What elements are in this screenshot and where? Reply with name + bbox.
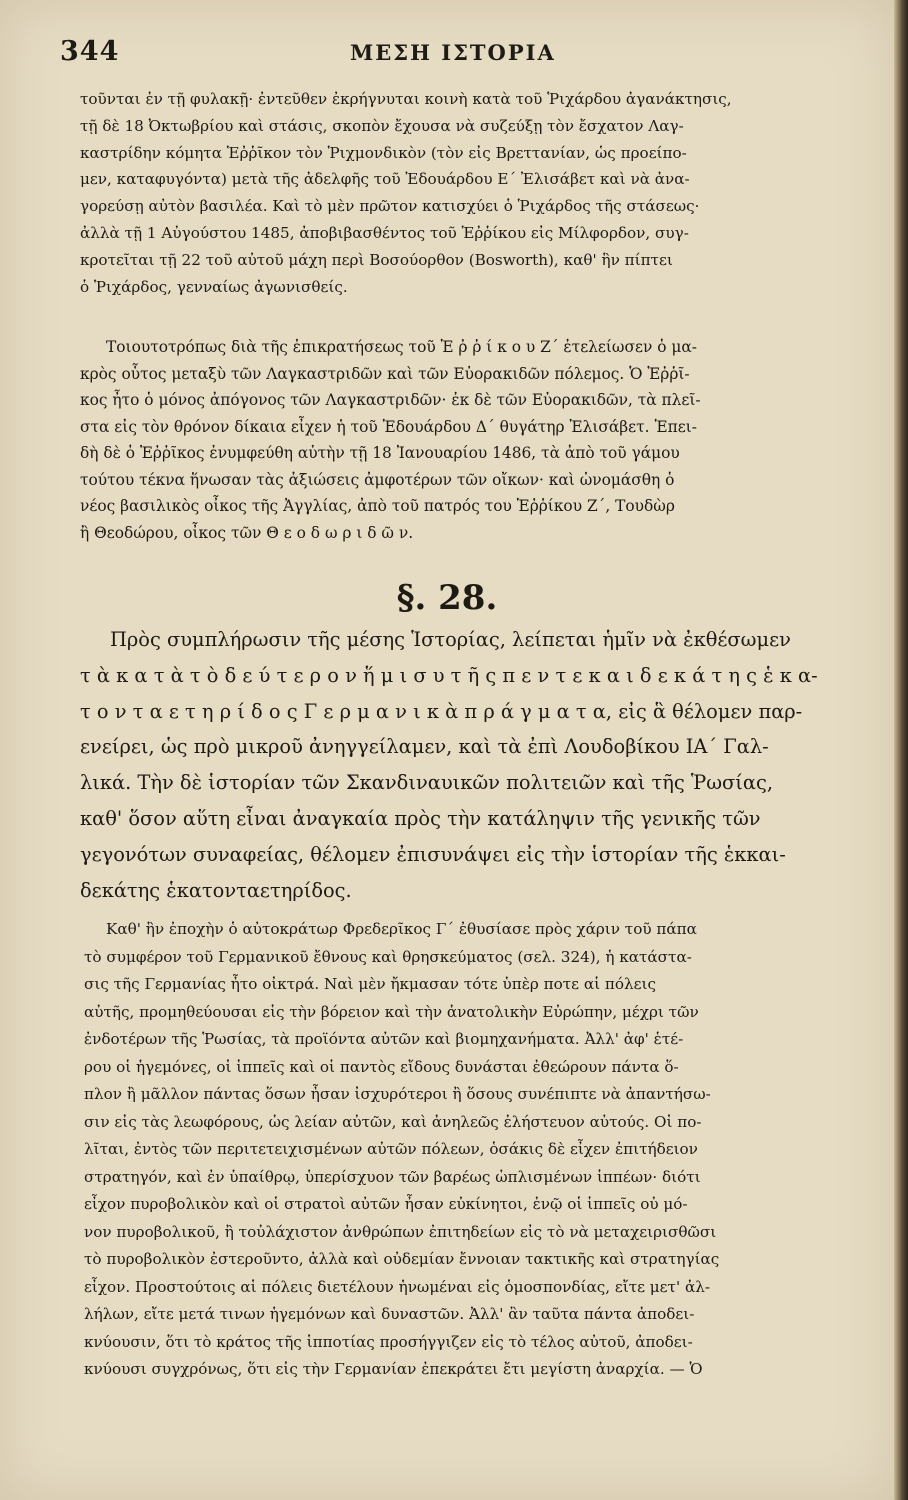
paragraph-4 [84, 916, 864, 1384]
text-line: τούτου τέκνα ἥνωσαν τὰς ἀξιώσεις ἀμφοτέρων τῶν οἴκων· καὶ ὠνομάσθη ὁ [80, 470, 675, 489]
paragraph-1 [80, 86, 868, 300]
text-line: κνύουσι συγχρόνως, ὅτι εἰς τὴν Γερμανίαν ἐπεκράτει ἔτι μεγίστη ἀναρχία. — Ὁ [84, 1360, 703, 1378]
text-line: καθ' ὅσον αὕτη εἶναι ἀναγκαία πρὸς τὴν κατάληψιν τῆς γενικῆς τῶν [80, 806, 761, 830]
text-line: ρου οἱ ἡγεμόνες, οἱ ἱππεῖς καὶ οἱ παντὸς εἴδους δυνάσται ἐθεώρουν πάντα ὅ- [84, 1057, 679, 1076]
text-line: δὴ δὲ ὁ Ἑῤῥῖκος ἐνυμφεύθη αὐτὴν τῇ 18 Ἰανουαρίου 1486, τὰ ἀπὸ τοῦ γάμου [80, 444, 680, 462]
running-title: ΜΕΣΗ ΙΣΤΟΡΙΑ [350, 40, 556, 65]
text-line: τῇ δὲ 18 Ὀκτωβρίου καὶ στάσις, σκοπὸν ἔχουσα νὰ συζεύξῃ τὸν ἔσχατον Λαγ- [80, 116, 684, 135]
text-line: σις τῆς Γερμανίας ἦτο οἰκτρά. Ναὶ μὲν ἤκμασαν τότε ὑπὲρ ποτε αἱ πόλεις [84, 975, 656, 993]
text-line: μεν, καταφυγόντα) μετὰ τῆς ἀδελφῆς τοῦ Ἐδουάρδου Ε΄ Ἐλισάβετ καὶ νὰ ἀνα- [80, 170, 690, 189]
text-line: τοῦνται ἐν τῇ φυλακῇ· ἐντεῦθεν ἐκρήγνυται κοινὴ κατὰ τοῦ Ῥιχάρδου ἀγανάκτησις, [80, 90, 732, 108]
text-line: ἢ Θεοδώρου, οἶκος τῶν Θ ε ο δ ω ρ ι δ ῶ ν. [80, 523, 414, 542]
text-line: λικά. Τὴν δὲ ἱστορίαν τῶν Σκανδιναυικῶν πολιτειῶν καὶ τῆς Ῥωσίας, [80, 771, 773, 795]
text-line: γορεύσῃ αὐτὸν βασιλέα. Καὶ τὸ μὲν πρῶτον κατισχύει ὁ Ῥιχάρδος τῆς στάσεως· [80, 197, 700, 216]
text-line: εἶχον πυροβολικὸν καὶ οἱ στρατοὶ αὐτῶν ἦσαν εὐκίνητοι, ἐνῷ οἱ ἱππεῖς οὐ μό- [84, 1195, 688, 1213]
text-line: Τοιουτοτρόπως διὰ τῆς ἐπικρατήσεως τοῦ Ἑ ῤ ῥ ί κ ο υ Ζ΄ ἐτελείωσεν ὁ μα- [106, 338, 697, 356]
text-line: δεκάτης ἑκατονταετηρίδος. [80, 878, 352, 902]
text-line: νέος βασιλικὸς οἶκος τῆς Ἀγγλίας, ἀπὸ τοῦ πατρός του Ἑῤῥίκου Ζ΄, Τουδὼρ [80, 497, 675, 515]
page-header [60, 36, 870, 76]
text-line: ενείρει, ὡς πρὸ μικροῦ ἀνηγγείλαμεν, καὶ τὰ ἐπὶ Λουδοβίκου ΙΑ΄ Γαλ- [80, 735, 769, 759]
text-line: στα εἰς τὸν θρόνον δίκαια εἶχεν ἡ τοῦ Ἐδουάρδου Δ΄ θυγάτηρ Ἐλισάβετ. Ἐπει- [80, 417, 697, 436]
text-line: κνύουσιν, ὅτι τὸ κράτος τῆς ἱπποτίας προσήγγιζεν εἰς τὸ τέλος αὐτοῦ, ἀποδει- [84, 1332, 693, 1351]
text-line: σιν εἰς τὰς λεωφόρους, ὡς λείαν αὐτῶν, καὶ ἀνηλεῶς ἐλήστευον αὐτούς. Οἱ πο- [84, 1112, 702, 1131]
text-line: γεγονότων συναφείας, θέλομεν ἐπισυνάψει εἰς τὴν ἱστορίαν τῆς ἑκκαι- [80, 842, 786, 866]
text-line: Καθ' ἣν ἐποχὴν ὁ αὐτοκράτωρ Φρεδερῖκος Γ΄ ἐθυσίασε πρὸς χάριν τοῦ πάπα [106, 920, 697, 938]
text-line: κροτεῖται τῇ 22 τοῦ αὐτοῦ μάχη περὶ Βοσούορθον (Bosworth), καθ' ἣν πίπτει [80, 250, 673, 269]
text-line: αὐτῆς, προμηθεύουσαι εἰς τὴν βόρειον καὶ τὴν ἀνατολικὴν Εὐρώπην, μέχρι τῶν [84, 1002, 699, 1021]
text-line: λῖται, ἐντὸς τῶν περιτετειχισμένων αὐτῶν πόλεων, ὁσάκις δὲ εἶχεν ἐπιτήδειον [84, 1140, 698, 1158]
text-line: καστρίδην κόμητα Ἑῤῥῖκον τὸν Ῥιχμονδικὸν (τὸν εἰς Βρεττανίαν, ὡς προείπο- [80, 143, 687, 162]
text-line: λήλων, εἴτε μετά τινων ἡγεμόνων καὶ δυναστῶν. Ἀλλ' ἂν ταῦτα πάντα ἀποδει- [84, 1305, 695, 1323]
text-line: τ ο ν τ α ε τ η ρ ί δ ο ς Γ ε ρ μ α ν ι κ ὰ π ρ ά γ μ α τ α, εἰς ἃ θέλομεν παρ- [80, 699, 803, 723]
text-line: τ ὰ κ α τ ὰ τ ὸ δ ε ύ τ ε ρ ο ν ἥ μ ι σ υ τ ῆ ς π ε ν τ ε κ α ι δ ε κ ά τ η ς ἑ κ α- [80, 663, 818, 687]
text-line: πλον ἢ μᾶλλον πάντας ὅσων ἦσαν ἰσχυρότεροι ἢ ὅσους συνέπιπτε νὰ ἀπαντήσω- [84, 1085, 711, 1103]
text-line: κρὸς οὗτος μεταξὺ τῶν Λαγκαστριδῶν καὶ τῶν Εὐορακιδῶν πόλεμος. Ὁ Ἑῤῥῖ- [80, 364, 690, 383]
text-line: κος ἦτο ὁ μόνος ἀπόγονος τῶν Λαγκαστριδῶν· ἐκ δὲ τῶν Εὐορακιδῶν, τὰ πλεῖ- [80, 391, 701, 409]
page-number: 344 [60, 36, 120, 67]
text-line: ἐνδοτέρων τῆς Ῥωσίας, τὰ προϊόντα αὐτῶν καὶ βιομηχανήματα. Ἀλλ' ἀφ' ἑτέ- [84, 1030, 684, 1048]
text-line: τὸ πυροβολικὸν ἐστεροῦντο, ἀλλὰ καὶ οὐδεμίαν ἔννοιαν τακτικῆς καὶ στρατηγίας [84, 1250, 720, 1268]
section-heading: §. 28. [396, 578, 498, 618]
text-line: Πρὸς συμπλήρωσιν τῆς μέσης Ἱστορίας, λείπεται ἡμῖν νὰ ἐκθέσωμεν [110, 628, 791, 651]
book-spine-shadow [894, 0, 908, 1500]
text-line: ἀλλὰ τῇ 1 Αὐγούστου 1485, ἀποβιβασθέντος τοῦ Ἑῤῥίκου εἰς Μίλφορδον, συγ- [80, 223, 689, 242]
paragraph-2 [80, 334, 868, 546]
paragraph-3 [80, 622, 868, 908]
text-line: τὸ συμφέρον τοῦ Γερμανικοῦ ἔθνους καὶ θρησκεύματος (σελ. 324), ἡ κατάστα- [84, 947, 692, 966]
text-line: ὁ Ῥιχάρδος, γενναίως ἀγωνισθείς. [80, 277, 348, 296]
text-line: εἶχον. Προστούτοις αἱ πόλεις διετέλουν ἡνωμέναι εἰς ὁμοσπονδίας, εἴτε μετ' ἀλ- [84, 1277, 710, 1296]
text-line: νον πυροβολικοῦ, ἢ τοὐλάχιστον ἀνθρώπων ἐπιτηδείων εἰς τὸ νὰ μεταχειρισθῶσι [84, 1222, 717, 1241]
text-line: στρατηγόν, καὶ ἐν ὑπαίθρῳ, ὑπερίσχυον τῶν βαρέως ὡπλισμένων ἱππέων· διότι [84, 1167, 701, 1186]
